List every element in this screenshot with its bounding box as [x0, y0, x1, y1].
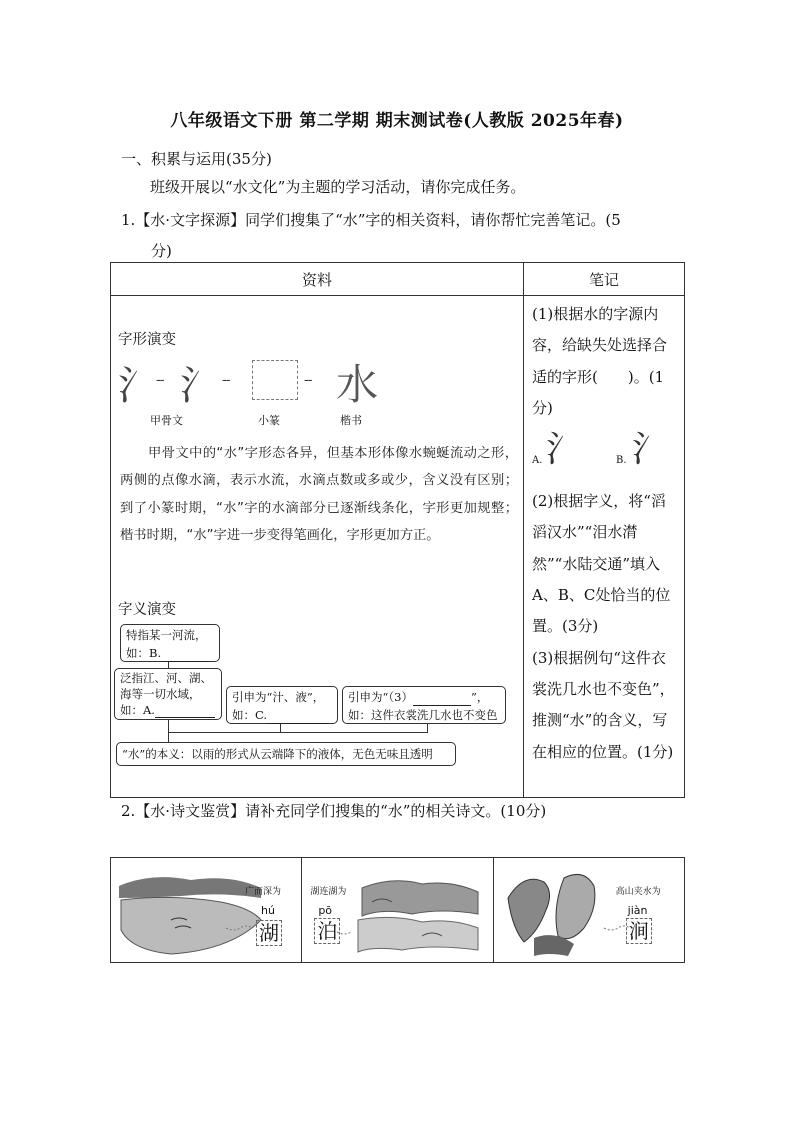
- box1-label: 如：B.: [126, 646, 162, 660]
- meaning-box-specific-river: [120, 624, 220, 662]
- panel1-caption: 广而深为: [245, 887, 282, 897]
- box1-line1: 特指某一河流，: [126, 628, 207, 642]
- box4-label: 引申为“（3）: [348, 690, 413, 704]
- panel2-pinyin: pō: [318, 904, 333, 917]
- box3-line1: 引申为“汁、液”，: [232, 690, 325, 704]
- label-regular: 楷书: [340, 414, 362, 427]
- section-heading: 一、积累与运用(35分): [121, 150, 272, 168]
- options-row: [532, 424, 678, 486]
- question-1-line2: 分): [151, 242, 172, 260]
- header-materials: 资料: [111, 263, 524, 296]
- box4-line1: [348, 688, 500, 706]
- blank-b[interactable]: [161, 648, 209, 662]
- box2-line2: 海等一切水域，: [120, 687, 201, 701]
- option-a-glyph: ⺡: [546, 429, 583, 471]
- meaning-box-juice: [226, 686, 338, 724]
- dash-1: --: [156, 372, 164, 388]
- dash-2: --: [222, 372, 230, 388]
- etymology-paragraph: 甲骨文中的“水”字形态各异，但基本形体像水蜿蜒流动之形，两侧的点像水滴，表示水流，水滴点数或多或少，含义没有区别；到了小篆时期，“水”字的水滴部分已逐渐线条化，字形更加规整；楷书时期，“水”字进一步变得笔画化，字形更加方正。: [120, 446, 518, 544]
- panel3-caption: 高山夹水为: [615, 887, 661, 897]
- header-notes: 笔记: [524, 263, 685, 296]
- blank-c[interactable]: [267, 710, 329, 724]
- question-1-line1: 1.【水·文字探源】同学们搜集了“水”字的相关资料，请你帮忙完善笔记。(5: [121, 211, 621, 229]
- box1-line2: [126, 644, 214, 662]
- intro-text: 班级开展以“水文化”为主题的学习活动，请你完成任务。: [150, 178, 526, 196]
- meaning-box-all-waters: [114, 668, 222, 720]
- meaning-box-original: “水”的本义：以雨的形式从云端降下的液体，无色无味且透明: [116, 742, 456, 766]
- box4-quote: ”，: [470, 690, 489, 704]
- dash-3: --: [304, 372, 312, 388]
- panel1-pinyin: hú: [261, 904, 275, 917]
- option-a-label: A.: [532, 455, 543, 467]
- panel3-pinyin: jiàn: [627, 904, 648, 917]
- regular-glyph: 水: [336, 360, 379, 409]
- panel1-character: 湖: [256, 920, 282, 946]
- note-1: (1)根据水的字源内容，给缺失处选择合适的字形( )。(1分): [532, 305, 668, 417]
- glyph-evolution: [118, 352, 388, 412]
- label-oracle: 甲骨文: [150, 414, 183, 427]
- panel-lake: [111, 858, 301, 962]
- box2-line1: 泛指江、河、湖、: [120, 671, 212, 685]
- option-b-label: B.: [616, 455, 627, 467]
- box4-line2: 如：这件衣裳洗几水也不变色: [348, 708, 498, 722]
- blank-3[interactable]: [413, 692, 471, 706]
- label-seal: 小篆: [258, 414, 280, 427]
- box2-label: 如：A.: [120, 703, 155, 717]
- missing-glyph-box: [252, 360, 298, 400]
- notes-cell: [524, 296, 685, 798]
- panel-marsh: [301, 858, 492, 962]
- meaning-box-wash: [342, 686, 506, 724]
- option-b-glyph: 氵: [632, 429, 669, 471]
- question-2: 2.【水·诗文鉴赏】请补充同学们搜集的“水”的相关诗文。(10分): [121, 802, 547, 820]
- panel3-character: 涧: [626, 918, 652, 944]
- panel2-caption: 湖连湖为: [310, 887, 347, 897]
- page-title: 八年级语文下册 第二学期 期末测试卷(人教版 2025年春): [170, 111, 624, 131]
- note-3: (3)根据例句“这件衣裳洗几水也不变色”，推测“水”的含义，写在相应的位置。(1分): [532, 648, 675, 761]
- box2-line3: [120, 702, 216, 718]
- panel2-character: 泊: [314, 918, 340, 944]
- meaning-evolution-title: 字义演变: [118, 602, 176, 618]
- ravine-illustration: [494, 858, 684, 962]
- blank-a[interactable]: [155, 705, 215, 718]
- oracle-glyph: ⺡: [118, 363, 158, 409]
- poem-picture-panels: [110, 857, 685, 963]
- form-evolution-title: 字形演变: [118, 332, 176, 348]
- panel-ravine: [493, 858, 684, 962]
- box3-label: 如：C.: [232, 708, 268, 722]
- seal-like-glyph: 氵: [180, 363, 220, 409]
- note-2: (2)根据字义，将“滔滔汉水”“泪水潸然”“水陆交通”填入A、B、C处恰当的位置。(3分): [532, 492, 671, 636]
- box3-line2: [232, 706, 332, 724]
- question-1: [121, 205, 681, 267]
